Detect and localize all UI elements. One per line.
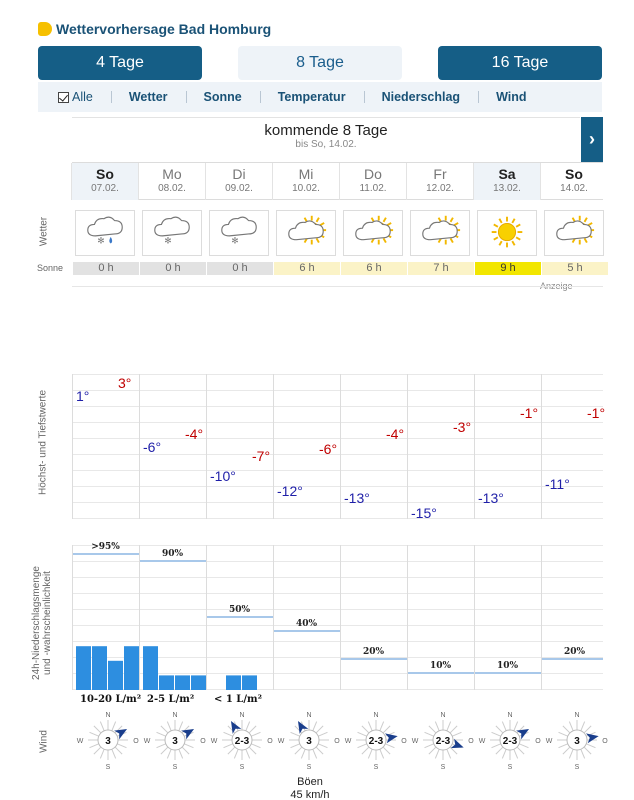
svg-text:O: O <box>200 738 206 745</box>
temp-high-label: 3° <box>118 375 132 392</box>
period-header <box>72 117 580 160</box>
svg-text:2-3: 2-3 <box>502 736 518 747</box>
temp-high-label: -4° <box>386 426 405 443</box>
filter-wind[interactable]: Wind <box>478 82 544 112</box>
day-header <box>272 163 339 200</box>
day-date: 13.02. <box>493 183 521 194</box>
svg-text:3: 3 <box>105 736 111 747</box>
svg-text:N: N <box>507 712 513 719</box>
svg-text:W: W <box>210 738 218 745</box>
day-name: Mo <box>162 166 182 182</box>
precip-probability-label: 10% <box>429 661 452 671</box>
gusts-label: Böen <box>297 776 323 788</box>
precip-bar <box>92 646 107 690</box>
sun-hours-cell: 5 h <box>542 262 608 275</box>
temperature-axis-label: Höchst- und Tiefstwerte <box>37 389 49 496</box>
sun-hours-cell: 7 h <box>408 262 474 275</box>
temp-low-label: 1° <box>76 387 90 404</box>
sun-hours-cell: 6 h <box>341 262 407 275</box>
svg-text:S: S <box>172 764 178 771</box>
partly-sunny-icon <box>410 210 470 256</box>
partly-sunny-icon <box>544 210 604 256</box>
svg-text:W: W <box>344 738 352 745</box>
temp-high-label: -4° <box>185 426 204 443</box>
svg-text:W: W <box>478 738 486 745</box>
precip-axis-label <box>31 543 53 703</box>
sun-hours-cell: 0 h <box>140 262 206 275</box>
svg-text:3: 3 <box>574 736 580 747</box>
precip-bar <box>124 646 139 690</box>
precip-probability-label: 20% <box>362 647 385 657</box>
svg-text:W: W <box>411 738 419 745</box>
precip-bar <box>175 675 190 690</box>
svg-text:2-3: 2-3 <box>234 736 250 747</box>
snow-cloud-icon <box>209 210 269 256</box>
wetter-row-label: Wetter <box>38 216 50 247</box>
day-date: 10.02. <box>292 183 320 194</box>
svg-text:W: W <box>277 738 285 745</box>
filter-wetter[interactable]: Wetter <box>111 82 186 112</box>
precip-bar <box>242 675 257 690</box>
day-name: Di <box>232 166 246 182</box>
temp-low-label: -11° <box>545 475 570 492</box>
precip-bar <box>226 675 241 690</box>
day-name: Mi <box>298 166 314 182</box>
precip-bar <box>191 675 206 690</box>
precip-axis-label-1: 24h-Niederschlagsmenge <box>31 566 42 680</box>
day-date: 07.02. <box>91 183 119 194</box>
svg-text:S: S <box>440 764 446 771</box>
day-name: So <box>565 166 583 182</box>
partly-sunny-icon <box>276 210 336 256</box>
svg-text:W: W <box>545 738 553 745</box>
day-date: 09.02. <box>225 183 253 194</box>
checkbox-checked-icon[interactable] <box>58 92 69 103</box>
precip-amount-label: 10-20 L/m² <box>80 694 142 705</box>
svg-text:O: O <box>468 738 474 745</box>
day-header <box>205 163 272 200</box>
svg-text:3: 3 <box>306 736 312 747</box>
precip-amount-label: 2-5 L/m² <box>147 694 195 705</box>
divider <box>72 286 603 287</box>
filter-alle[interactable] <box>38 82 111 112</box>
filter-bar <box>38 82 602 112</box>
day-header <box>339 163 406 200</box>
precip-amount-label: < 1 L/m² <box>214 694 262 705</box>
svg-text:✻: ✻ <box>97 236 105 247</box>
next-period-button[interactable] <box>581 117 603 162</box>
temp-high-label: -1° <box>587 404 606 421</box>
temp-low-label: -13° <box>344 490 370 507</box>
wind-rose <box>143 708 207 772</box>
period-subtitle: bis So, 14.02. <box>295 139 357 150</box>
svg-text:O: O <box>133 738 139 745</box>
svg-text:2-3: 2-3 <box>368 736 384 747</box>
tab-8-tage[interactable]: 8 Tage <box>238 46 402 80</box>
svg-text:N: N <box>373 712 379 719</box>
wind-rose <box>277 708 341 772</box>
filter-sonne[interactable]: Sonne <box>186 82 260 112</box>
gusts-info <box>286 776 334 800</box>
svg-text:✻: ✻ <box>164 236 172 247</box>
temp-low-label: -15° <box>411 504 437 521</box>
precip-bar <box>108 661 123 690</box>
precip-bar <box>76 646 91 690</box>
day-header <box>138 163 205 200</box>
svg-text:✻: ✻ <box>231 236 239 247</box>
precip-probability-label: 20% <box>563 647 586 657</box>
precip-bar <box>159 675 174 690</box>
temp-high-label: -3° <box>453 419 472 436</box>
page-title: Wettervorhersage Bad Homburg <box>56 21 272 37</box>
day-date: 08.02. <box>158 183 186 194</box>
snow-rain-cloud-icon <box>75 210 135 256</box>
svg-text:O: O <box>401 738 407 745</box>
filter-niederschlag[interactable]: Niederschlag <box>364 82 479 112</box>
svg-text:O: O <box>535 738 541 745</box>
day-date: 14.02. <box>560 183 588 194</box>
svg-text:N: N <box>172 712 178 719</box>
sun-hours-cell: 9 h <box>475 262 541 275</box>
wind-rose <box>76 708 140 772</box>
day-header <box>406 163 473 200</box>
days-row <box>72 162 603 200</box>
svg-text:W: W <box>143 738 151 745</box>
wind-rose <box>478 708 542 772</box>
svg-text:S: S <box>373 764 379 771</box>
precip-bar <box>143 646 158 690</box>
filter-alle-label: Alle <box>72 90 93 104</box>
day-name: Fr <box>433 166 447 182</box>
svg-text:S: S <box>507 764 513 771</box>
svg-text:O: O <box>267 738 273 745</box>
temp-high-label: -7° <box>252 448 271 465</box>
svg-text:N: N <box>105 712 111 719</box>
tab-4-tage[interactable]: 4 Tage <box>38 46 202 80</box>
svg-text:N: N <box>574 712 580 719</box>
chevron-right-icon: › <box>589 129 595 149</box>
wind-rose <box>210 708 274 772</box>
partly-sunny-icon <box>343 210 403 256</box>
gusts-value: 45 km/h <box>290 789 330 800</box>
svg-text:2-3: 2-3 <box>435 736 451 747</box>
svg-text:W: W <box>76 738 84 745</box>
precip-probability-label: 50% <box>228 605 251 615</box>
svg-text:S: S <box>574 764 580 771</box>
svg-text:O: O <box>602 738 608 745</box>
sun-hours-cell: 6 h <box>274 262 340 275</box>
sunny-icon <box>477 210 537 256</box>
day-name: Do <box>364 166 382 182</box>
sun-hours-cell: 0 h <box>207 262 273 275</box>
svg-text:3: 3 <box>172 736 178 747</box>
precip-probability-label: 40% <box>295 619 318 629</box>
ad-label: Anzeige <box>540 281 573 291</box>
temp-low-label: -10° <box>210 468 236 485</box>
brand-marker-icon <box>38 22 52 36</box>
day-header <box>71 163 138 200</box>
sun-hours-cell: 0 h <box>73 262 139 275</box>
day-name: So <box>96 166 114 182</box>
day-header <box>540 163 607 200</box>
sonne-row-label: Sonne <box>37 263 64 273</box>
precip-axis-label-2: und -wahrscheinlichkeit <box>42 571 53 675</box>
temp-high-label: -1° <box>520 404 539 421</box>
svg-text:S: S <box>239 764 245 771</box>
svg-text:S: S <box>306 764 312 771</box>
period-title: kommende 8 Tage <box>264 122 388 139</box>
tab-16-tage[interactable]: 16 Tage <box>438 46 602 80</box>
svg-text:O: O <box>334 738 340 745</box>
svg-text:N: N <box>239 712 245 719</box>
wind-rose <box>411 708 475 772</box>
temp-low-label: -13° <box>478 490 504 507</box>
day-date: 11.02. <box>359 183 387 194</box>
day-name: Sa <box>498 166 516 182</box>
wind-row-label: Wind <box>38 730 50 753</box>
day-date: 12.02. <box>426 183 454 194</box>
svg-text:N: N <box>306 712 312 719</box>
page-header <box>38 20 271 38</box>
day-header <box>473 163 540 200</box>
wind-rose <box>545 708 609 772</box>
temp-low-label: -6° <box>143 439 162 455</box>
precip-probability-label: >95% <box>91 542 120 552</box>
temp-low-label: -12° <box>277 482 303 499</box>
snow-cloud-icon <box>142 210 202 256</box>
svg-text:S: S <box>105 764 111 771</box>
precip-probability-label: 10% <box>496 661 519 671</box>
precip-probability-label: 90% <box>161 549 184 559</box>
svg-text:N: N <box>440 712 446 719</box>
wind-rose <box>344 708 408 772</box>
temp-high-label: -6° <box>319 441 338 457</box>
filter-temperatur[interactable]: Temperatur <box>260 82 364 112</box>
